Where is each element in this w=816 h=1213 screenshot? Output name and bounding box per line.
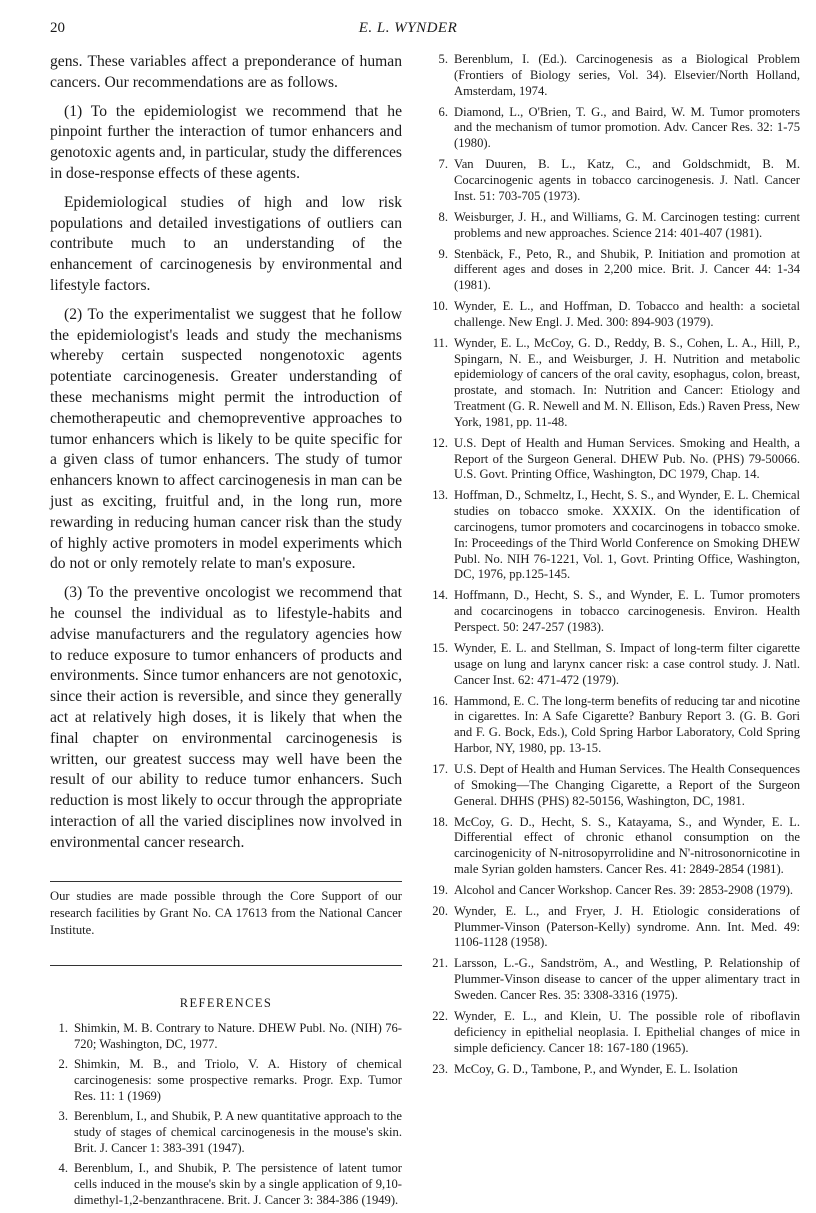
section-divider bbox=[50, 965, 402, 966]
reference-item bbox=[430, 247, 800, 294]
reference-number: 21. bbox=[432, 956, 448, 971]
reference-number: 22. bbox=[432, 1009, 448, 1024]
body-paragraph: (2) To the experimentalist we suggest that he follow the epidemiologist's leads and study the mechanisms whereby certain suspected nongenotoxic agents potentiate carcinogenesis. Greater understanding of these mechanisms might permit the introduction of chemotherapeutic and chemopreventive approaches to tumor enhancers which is likely to be quite specific for a given class of tumor enhancers. The study of tumor enhancers known to affect carcinogenesis in man can be just as exciting, fruitful and, in the long run, more rewarding in reducing human cancer risk than the study of highly active promoters in model experiments which do not or only remotely relate to man's exposure. bbox=[50, 305, 402, 573]
reference-item bbox=[430, 883, 800, 899]
reference-text: Hammond, E. C. The long-term benefits of reducing tar and nicotine in cigarettes. In: A Safe Cigarette? Banbury Report 3. (G. B. Gori and F. G. Bock, Eds.), Cold Spring Harbor Laboratory, Cold Spring Harbor, NY, 1980, pp. 13-15. bbox=[454, 693, 800, 755]
reference-text: Stenbäck, F., Peto, R., and Shubik, P. Initiation and promotion at different ages and doses in 2,200 mice. Brit. J. Cancer 44: 1-34 (1981). bbox=[454, 246, 800, 293]
reference-item bbox=[50, 1161, 402, 1208]
reference-text: Berenblum, I. (Ed.). Carcinogenesis as a Biological Problem (Frontiers of Biology series, Vol. 34). Elsevier/North Holland, Amsterdam, 1974. bbox=[454, 52, 800, 98]
reference-item bbox=[430, 1009, 800, 1056]
reference-number: 18. bbox=[432, 814, 448, 829]
reference-item bbox=[430, 762, 800, 809]
reference-number: 1. bbox=[58, 1020, 68, 1035]
reference-number: 8. bbox=[438, 209, 448, 224]
reference-number: 5. bbox=[438, 52, 448, 66]
body-paragraph: Epidemiological studies of high and low risk populations and detailed investigations of outliers can contribute much to an understanding of the enhancement of carcinogenesis by environmental and lifestyle factors. bbox=[50, 193, 402, 294]
reference-item bbox=[50, 1109, 402, 1156]
reference-number: 6. bbox=[438, 104, 448, 119]
reference-list-left bbox=[50, 1021, 402, 1209]
reference-item bbox=[430, 210, 800, 242]
reference-text: Wynder, E. L., and Klein, U. The possible role of riboflavin deficiency in epithelial neoplasia. I. Epithelial changes of mice in simple deficiency. Cancer 18: 167-180 (1965). bbox=[454, 1009, 800, 1055]
reference-text: Van Duuren, B. L., Katz, C., and Goldschmidt, B. M. Cocarcinogenic agents in tobacco carcinogenesis. J. Natl. Cancer Inst. 51: 703-705 (1973). bbox=[454, 157, 800, 203]
reference-text: Wynder, E. L., and Fryer, J. H. Etiologic considerations of Plummer-Vinson (Paterson-Kelly) syndrome. Ann. Int. Med. 49: 1106-1128 (1958). bbox=[454, 903, 800, 950]
reference-item bbox=[430, 436, 800, 483]
reference-number: 14. bbox=[432, 588, 448, 603]
reference-number: 12. bbox=[432, 435, 448, 450]
acknowledgment: Our studies are made possible through the Core Support of our research facilities by Grant No. CA 17613 from the National Cancer Institute. bbox=[50, 881, 402, 938]
body-paragraph: (1) To the epidemiologist we recommend that he pinpoint further the interaction of tumor enhancers and genotoxic agents and, in particular, study the differences in dose-response effects of these agents. bbox=[50, 102, 402, 182]
reference-item bbox=[430, 52, 800, 99]
reference-item bbox=[430, 694, 800, 757]
reference-text: McCoy, G. D., Hecht, S. S., Katayama, S., and Wynder, E. L. Differential effect of chronic ethanol consumption on the carcinogenicity of N-nitrosopyrrolidine and N'-nitrosonornicotine in male Syrian golden hamsters. Cancer Res. 41: 2849-2854 (1981). bbox=[454, 814, 800, 876]
reference-number: 2. bbox=[58, 1057, 68, 1072]
reference-item bbox=[430, 1062, 800, 1078]
reference-item bbox=[430, 815, 800, 878]
reference-text: Alcohol and Cancer Workshop. Cancer Res. 39: 2853-2908 (1979). bbox=[454, 882, 794, 897]
right-column bbox=[430, 52, 800, 1083]
reference-item bbox=[430, 105, 800, 152]
reference-item bbox=[430, 336, 800, 431]
reference-text: U.S. Dept of Health and Human Services. Smoking and Health, a Report of the Surgeon General. DHEW Pub. No. (PHS) 79-50066. U.S. Govt. Printing Office, Washington, DC 1979, Chap. 14. bbox=[454, 435, 800, 482]
reference-item bbox=[430, 641, 800, 688]
left-column bbox=[50, 52, 402, 1213]
reference-number: 9. bbox=[438, 246, 448, 261]
page-number: 20 bbox=[50, 20, 65, 36]
reference-item bbox=[430, 488, 800, 583]
body-paragraph: (3) To the preventive oncologist we recommend that he counsel the individual as to lifestyle-habits and advise manufacturers and the regulatory agencies how to reduce exposure to tumor enhancers of products and environments. Since tumor enhancers are not genotoxic, since their action is reversible, and since they generally act at relatively high doses, it is likely that when the final chapter on environmental carcinogenesis is written, our greatest success may well have been the result of our ability to reduce tumor enhancers. Such reduction is most likely to occur through the appropriate interaction of all the varied disciplines now involved in environmental cancer research. bbox=[50, 584, 402, 851]
reference-text: Hoffmann, D., Hecht, S. S., and Wynder, E. L. Tumor promoters and cocarcinogens in tobacco carcinogenesis. Environ. Health Perspect. 50: 247-257 (1983). bbox=[454, 588, 800, 634]
reference-number: 10. bbox=[432, 299, 448, 314]
reference-text: Shimkin, M. B., and Triolo, V. A. History of chemical carcinogenesis: some prospective remarks. Progr. Exp. Tumor Res. 11: 1 (1969) bbox=[74, 1057, 402, 1103]
reference-text: U.S. Dept of Health and Human Services. The Health Consequences of Smoking—The Changing Cigarette, a Report of the Surgeon General. DHHS (PHS) 82-50156, Washington, DC, 1981. bbox=[454, 761, 800, 808]
reference-number: 20. bbox=[432, 903, 448, 918]
reference-text: Wynder, E. L., and Hoffman, D. Tobacco and health: a societal challenge. New Engl. J. Med. 300: 894-903 (1979). bbox=[454, 299, 800, 329]
reference-item bbox=[430, 157, 800, 204]
reference-number: 17. bbox=[432, 761, 448, 776]
reference-text: Berenblum, I., and Shubik, P. The persistence of latent tumor cells induced in the mouse's skin by a single application of 9,10-dimethyl-1,2-benzanthracene. Brit. J. Cancer 3: 384-386 (1949). bbox=[74, 1161, 402, 1207]
reference-text: McCoy, G. D., Tambone, P., and Wynder, E. L. Isolation bbox=[454, 1061, 738, 1076]
reference-number: 15. bbox=[432, 640, 448, 655]
reference-number: 11. bbox=[432, 335, 448, 350]
running-head: E. L. WYNDER bbox=[358, 20, 458, 36]
reference-text: Hoffman, D., Schmeltz, I., Hecht, S. S., and Wynder, E. L. Chemical studies on tobacco smoke. XXXIX. On the identification of carcinogens, tumor promoters and cocarcinogens in tobacco smoke. In: Proceedings of the Third World Conference on Smoking DHEW Publ. No. NIH 76-1221, Vol. 1, Govt. Printing Office, Washington, DC, 1976, pp.125-145. bbox=[454, 488, 800, 582]
reference-number: 23. bbox=[432, 1061, 448, 1076]
reference-number: 4. bbox=[58, 1161, 68, 1176]
reference-number: 16. bbox=[432, 693, 448, 708]
reference-item bbox=[430, 956, 800, 1003]
reference-list-right bbox=[430, 52, 800, 1077]
reference-item bbox=[430, 904, 800, 951]
reference-text: Berenblum, I., and Shubik, P. A new quantitative approach to the study of stages of chemical carcinogenesis in the mouse's skin. Brit. J. Cancer 1: 383-391 (1947). bbox=[74, 1109, 402, 1155]
reference-item bbox=[430, 588, 800, 635]
reference-text: Diamond, L., O'Brien, T. G., and Baird, W. M. Tumor promoters and the mechanism of tumor promotion. Adv. Cancer Res. 32: 1-75 (1980). bbox=[454, 104, 800, 151]
reference-number: 19. bbox=[432, 882, 448, 897]
reference-item bbox=[50, 1021, 402, 1053]
reference-text: Weisburger, J. H., and Williams, G. M. Carcinogen testing: current problems and new approaches. Science 214: 401-407 (1981). bbox=[454, 209, 800, 240]
reference-item bbox=[430, 299, 800, 331]
reference-number: 7. bbox=[438, 157, 448, 172]
reference-text: Shimkin, M. B. Contrary to Nature. DHEW Publ. No. (NIH) 76-720; Washington, DC, 1977. bbox=[74, 1020, 402, 1051]
reference-text: Wynder, E. L. and Stellman, S. Impact of long-term filter cigarette usage on lung and larynx cancer risk: a case control study. J. Natl. Cancer Inst. 62: 471-472 (1979). bbox=[454, 640, 800, 687]
reference-text: Wynder, E. L., McCoy, G. D., Reddy, B. S., Cohen, L. A., Hill, P., Spingarn, N. E., and Weisburger, J. H. Nutrition and metabolic epidemiology of cancers of the oral cavity, esophagus, colon, breast, prostate, and stomach. In: Nutrition and Cancer: Etiology and Treatment (G. R. Newell and M. N. Ellison, Eds.) Raven Press, New York, 1981, pp. 11-48. bbox=[454, 335, 800, 429]
reference-number: 13. bbox=[432, 488, 448, 503]
reference-text: Larsson, L.-G., Sandström, A., and Westling, P. Relationship of Plummer-Vinson disease to cancer of the upper alimentary tract in Sweden. Cancer Res. 35: 3308-3316 (1975). bbox=[454, 956, 800, 1003]
reference-number: 3. bbox=[58, 1109, 68, 1124]
references-heading: REFERENCES bbox=[179, 995, 273, 1010]
reference-item bbox=[50, 1057, 402, 1104]
body-paragraph: gens. These variables affect a preponderance of human cancers. Our recommendations are as follows. bbox=[50, 53, 402, 91]
